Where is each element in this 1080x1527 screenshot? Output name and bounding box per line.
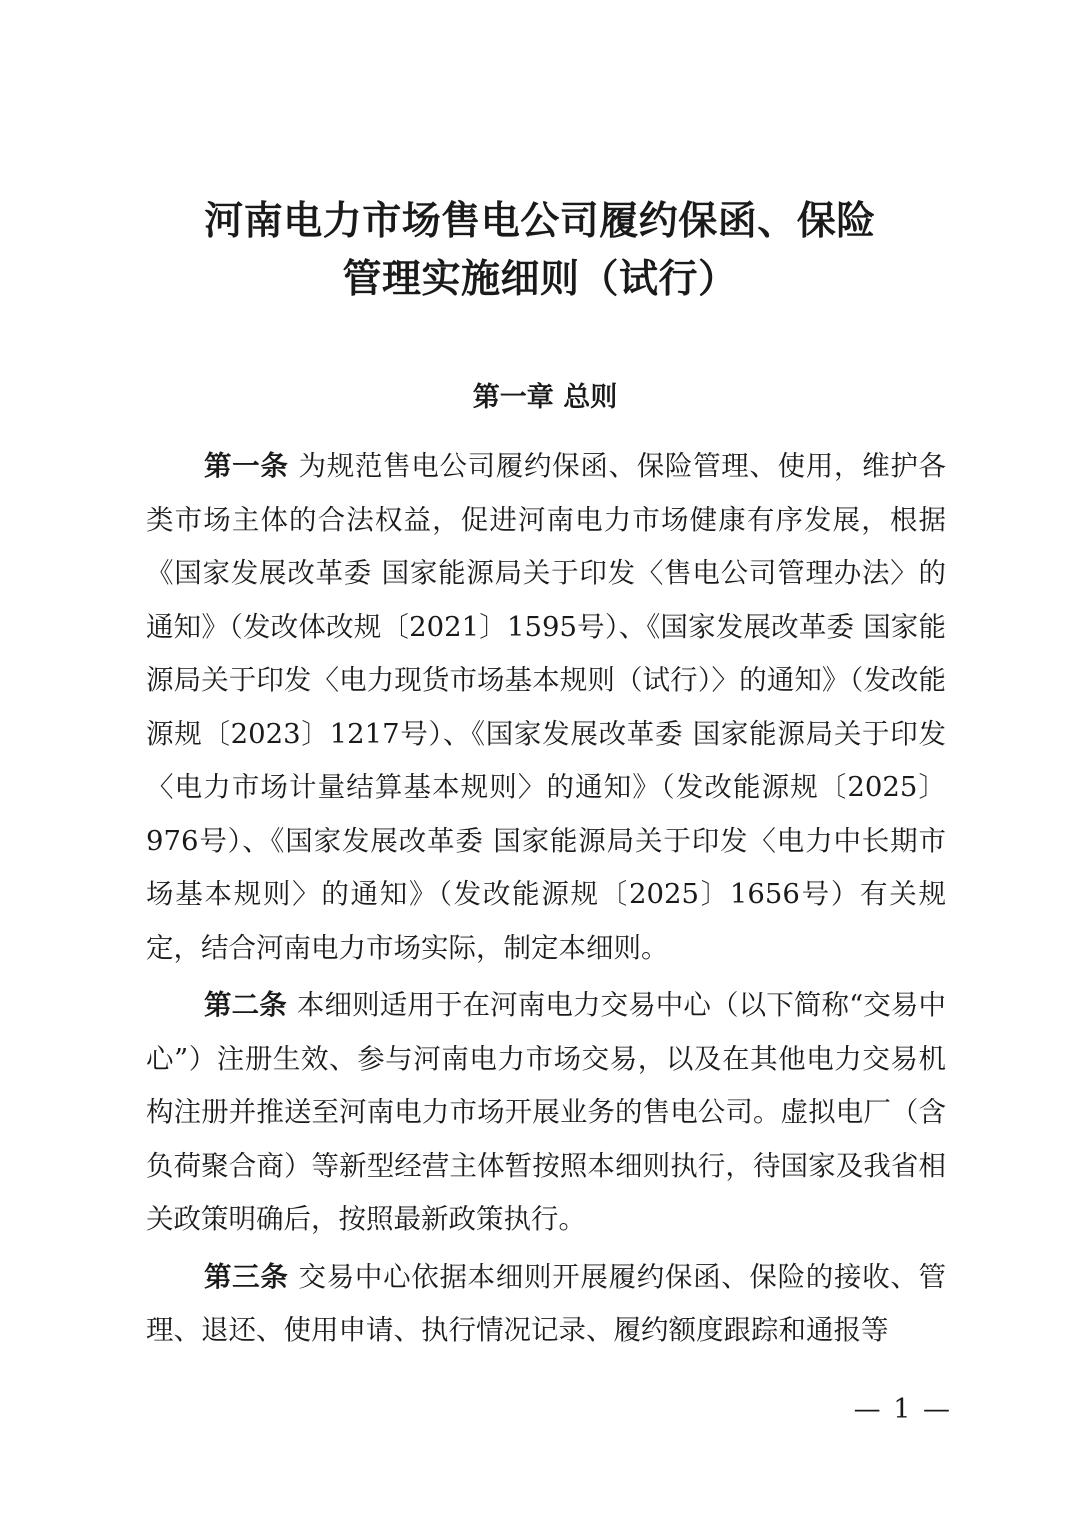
document-title [0, 192, 1080, 308]
article-label: 第三条 [204, 1260, 289, 1293]
page-number: — 1 — [853, 1394, 952, 1425]
article-3 [146, 1251, 946, 1358]
article-label: 第一条 [204, 450, 289, 482]
title-line-2: 管理实施细则（试行） [342, 256, 738, 302]
article-1 [146, 440, 946, 975]
article-text: 本细则适用于在河南电力交易中心（以下简称“交易中心”）注册生效、参与河南电力市场交易，以及在其他电力交易机构注册并推送至河南电力市场开展业务的售电公司。虚拟电厂（含负荷聚合商）等新型经营主体暂按照本细则执行，待国家及我省相关政策明确后，按照最新政策执行。 [146, 989, 946, 1235]
document-body [146, 440, 946, 1362]
article-label: 第二条 [204, 989, 287, 1021]
article-text: 为规范售电公司履约保函、保险管理、使用，维护各类市场主体的合法权益，促进河南电力市场健康有序发展，根据《国家发展改革委 国家能源局关于印发〈售电公司管理办法〉的通知》（发改体改规〔2021〕1595号）、《国家发展改革委 国家能源局关于印发〈电力现货市场基本规则（试行）〉的通知》（发改能源规〔2023〕1217号）、《国家发展改革委 国家能源局关于印发〈电力市场计量结算基本规则〉的通知》（发改能源规〔2025〕976号）、《国家发展改革委 国家能源局关于印发〈电力中长期市场基本规则〉的通知》（发改能源规〔2025〕1656号）有关规定，结合河南电力市场实际，制定本细则。 [146, 450, 947, 964]
title-line-1: 河南电力市场售电公司履约保函、保险 [204, 198, 876, 244]
article-text: 交易中心依据本细则开展履约保函、保险的接收、管理、退还、使用申请、执行情况记录、履约额度跟踪和通报等 [146, 1260, 947, 1346]
article-2 [146, 979, 946, 1247]
chapter-heading: 第一章 总则 [472, 382, 618, 413]
